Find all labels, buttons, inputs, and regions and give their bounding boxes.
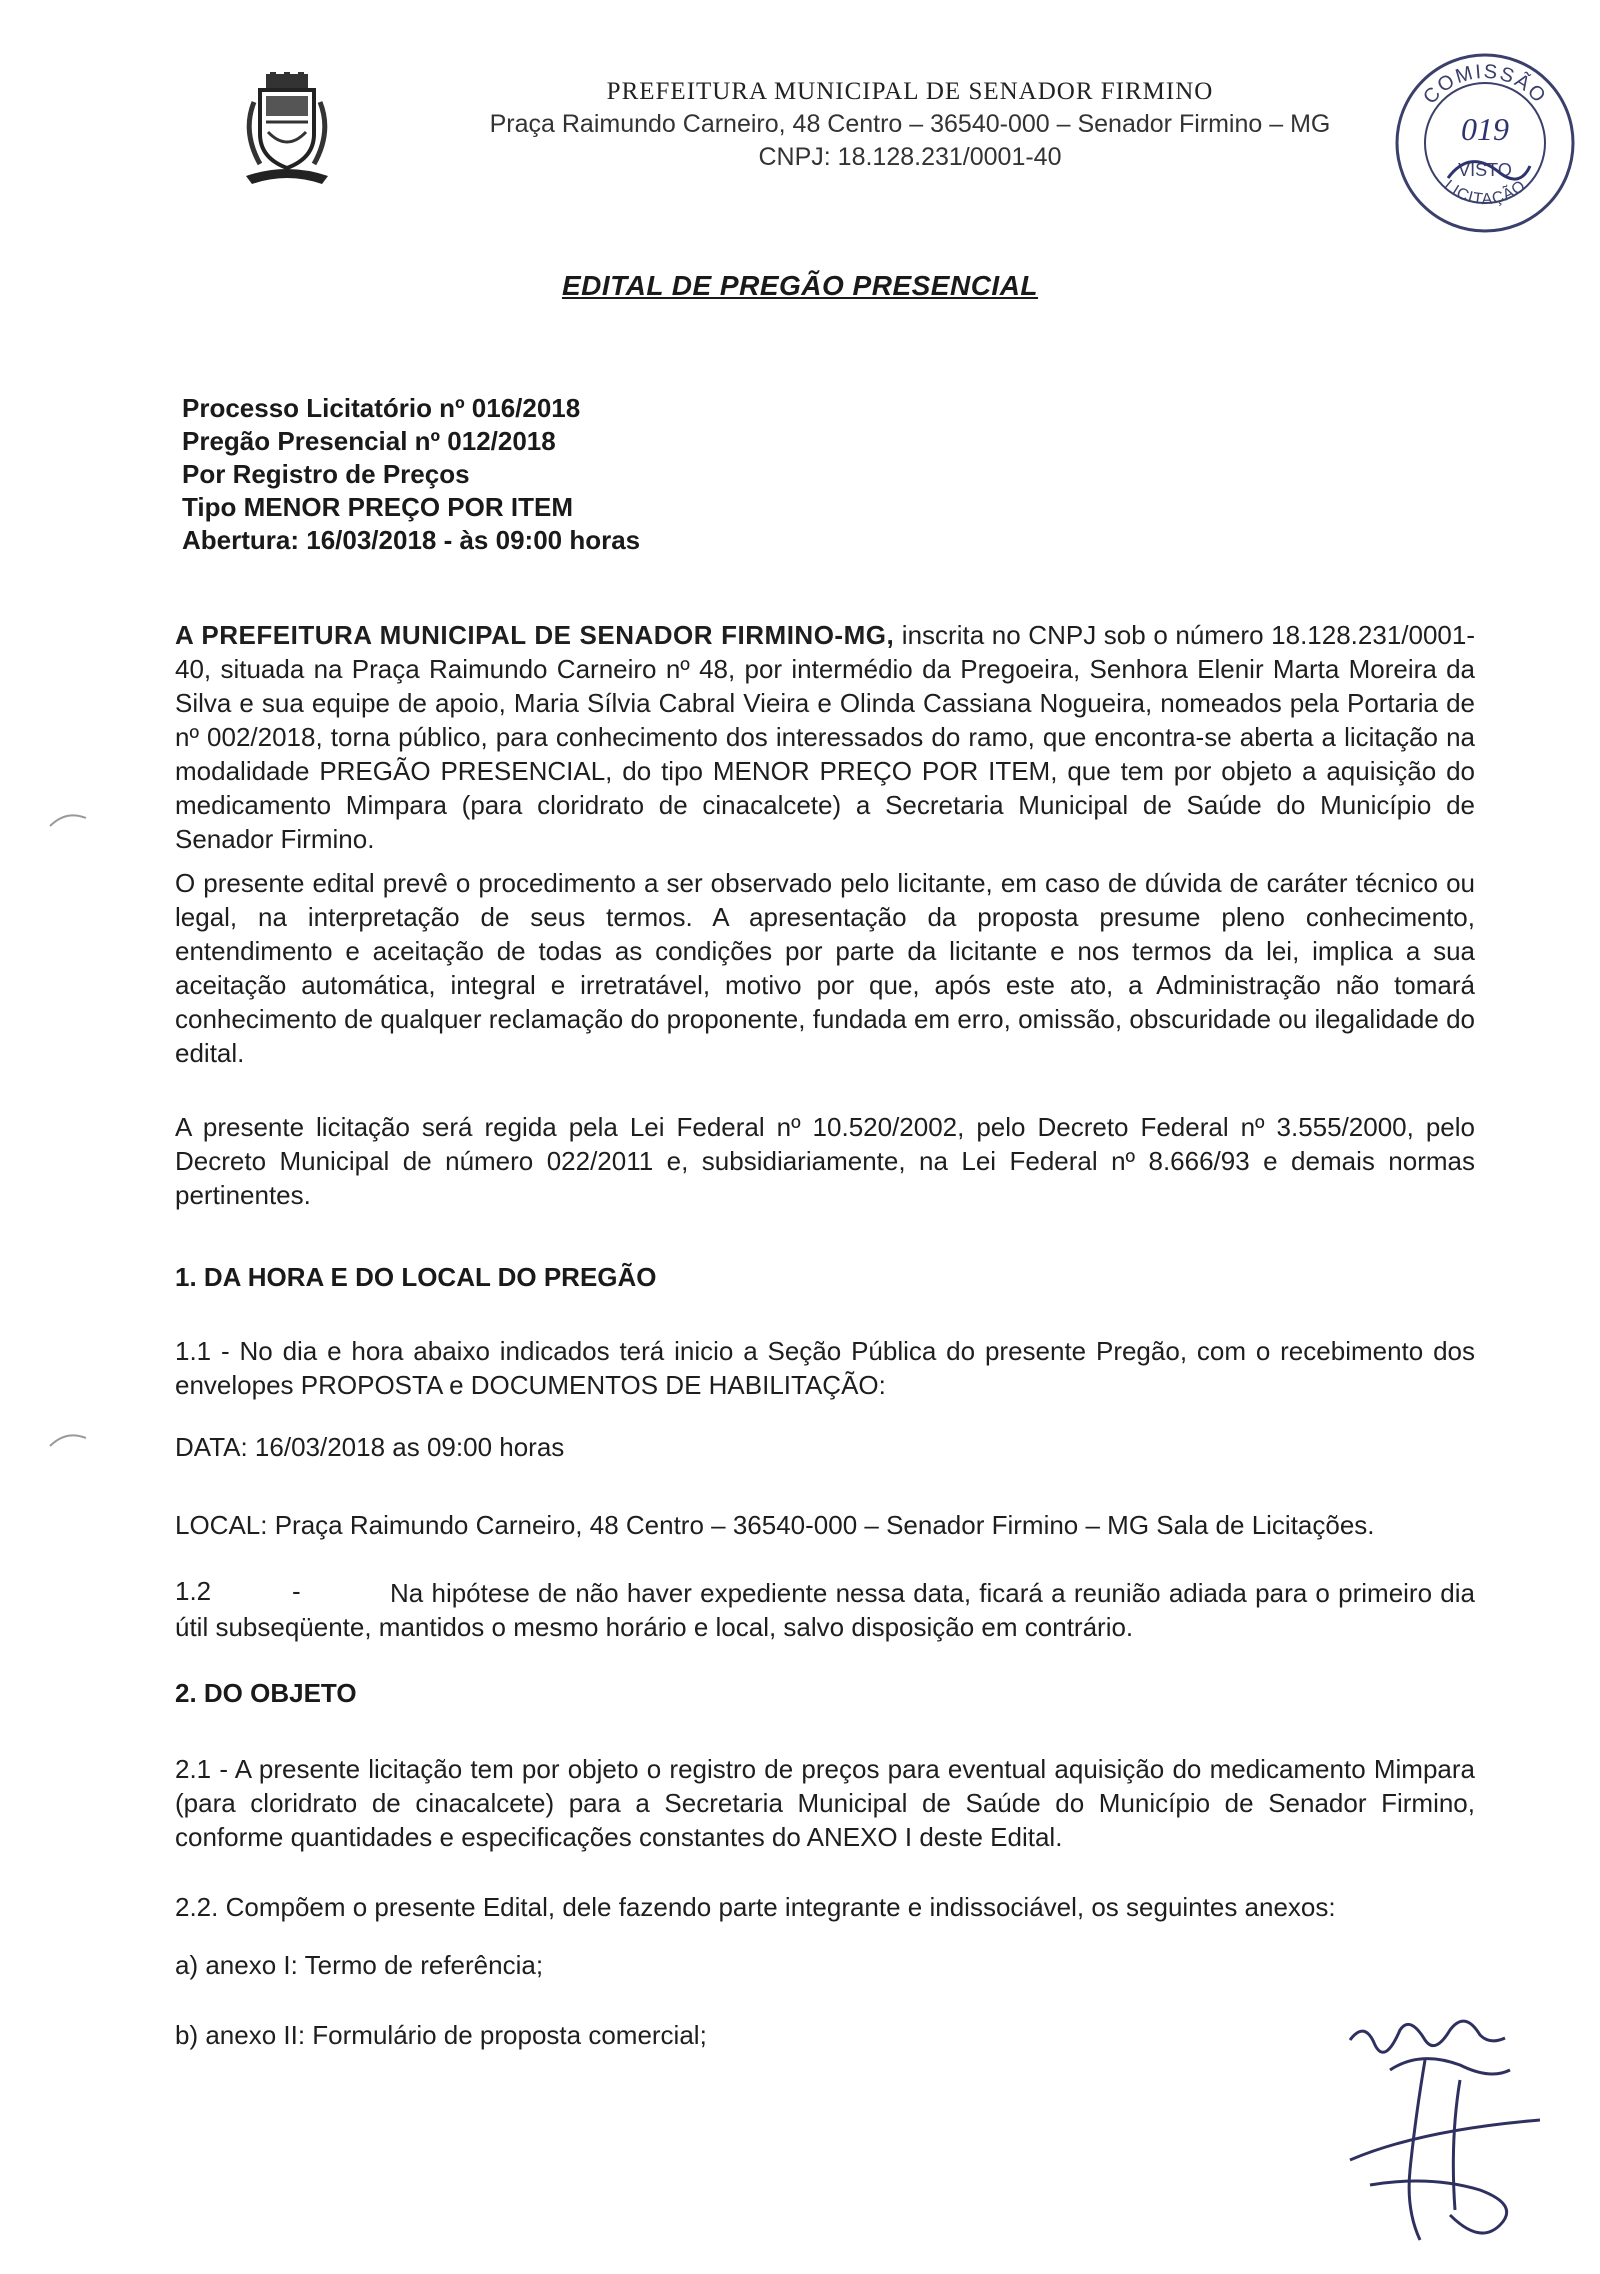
annex-a: a) anexo I: Termo de referência; (175, 1950, 544, 1980)
municipality-name: PREFEITURA MUNICIPAL DE SENADOR FIRMINO (606, 78, 1214, 105)
price-registry: Por Registro de Preços (182, 459, 470, 489)
item-2-2: 2.2. Compõem o presente Edital, dele fazendo parte integrante e indissociável, os seguintes anexos: (175, 1892, 1336, 1922)
paragraph-procedure: O presente edital prevê o procedimento a ser observado pelo licitante, em caso de dúvida de caráter técnico ou legal, na interpretação de seus termos. A apresentação da proposta presume pleno conhecimento, entendimento e aceitação de todas as condições por parte da licitante e nos termos da lei, implica a sua aceitação automática, integral e irretratável, motivo por que, após este ato, a Administração não tomará conhecimento de qualquer reclamação do proponente, fundada em erro, omissão, obscuridade ou ilegalidade do edital. (175, 868, 1475, 1068)
municipality-cnpj: CNPJ: 18.128.231/0001-40 (758, 143, 1062, 171)
pregao-number: Pregão Presencial nº 012/2018 (182, 426, 556, 456)
item-2-1: 2.1 - A presente licitação tem por objeto o registro de preços para eventual aquisição do medicamento Mimpara (para cloridrato de cinacalcete) para a Secretaria Municipal de Saúde do Município de Senador Firmino, conforme quantidades e especificações constantes do ANEXO I deste Edital. (175, 1754, 1475, 1852)
commission-stamp (1390, 48, 1580, 238)
svg-text:LICITAÇÃO (1441, 177, 1530, 208)
letterhead (420, 78, 1400, 172)
session-location: LOCAL: Praça Raimundo Carneiro, 48 Centro – 36540-000 – Senador Firmino – MG Sala de Licitações. (175, 1510, 1375, 1540)
opening-date: Abertura: 16/03/2018 - às 09:00 horas (182, 525, 641, 555)
intro-lead: A PREFEITURA MUNICIPAL DE SENADOR FIRMINO-MG, (175, 620, 895, 650)
annex-b: b) anexo II: Formulário de proposta comercial; (175, 2020, 707, 2050)
scan-mark (48, 808, 88, 828)
item-1-2: Na hipótese de não haver expediente nessa data, ficará a reunião adiada para o primeiro dia útil subseqüente, mantidos o mesmo horário e local, salvo disposição em contrário. (175, 1578, 1475, 1642)
item-1-2-dash: - (292, 1576, 301, 1606)
coat-of-arms-icon (238, 72, 336, 190)
section-1-title: 1. DA HORA E DO LOCAL DO PREGÃO (175, 1262, 657, 1292)
intro-paragraph (175, 618, 1475, 856)
stamp-bottom-text: LICITAÇÃO (1440, 177, 1530, 209)
item-1-1: 1.1 - No dia e hora abaixo indicados terá inicio a Seção Pública do presente Pregão, com o recebimento dos envelopes PROPOSTA e DOCUMENTOS DE HABILITAÇÃO: (175, 1336, 1475, 1400)
process-info (182, 392, 640, 557)
bid-type: Tipo MENOR PREÇO POR ITEM (182, 492, 573, 522)
scan-mark (48, 1428, 88, 1448)
session-date: DATA: 16/03/2018 as 09:00 horas (175, 1432, 565, 1462)
stamp-page-number: 019 (1461, 111, 1509, 147)
municipality-address: Praça Raimundo Carneiro, 48 Centro – 36540-000 – Senador Firmino – MG (489, 110, 1331, 138)
item-1-2-number: 1.2 (175, 1576, 212, 1606)
paragraph-legislation: A presente licitação será regida pela Lei Federal nº 10.520/2002, pelo Decreto Federal nº 3.555/2000, pelo Decreto Municipal de número 022/2011 e, subsidiariamente, na Lei Federal nº 8.666/93 e demais normas pertinentes. (175, 1112, 1475, 1210)
section-2-title: 2. DO OBJETO (175, 1678, 357, 1708)
signature-rubric (1330, 2010, 1560, 2250)
process-number: Processo Licitatório nº 016/2018 (182, 393, 581, 423)
stamp-top-text: COMISSÃO (1419, 60, 1551, 109)
intro-text: inscrita no CNPJ sob o número 18.128.231/0001-40, situada na Praça Raimundo Carneiro nº 48, por intermédio da Pregoeira, Senhora Elenir Marta Moreira da Silva e sua equipe de apoio, Maria Sílvia Cabral Vieira e Olinda Cassiana Nogueira, nomeados pela Portaria de nº 002/2018, torna público, para conhecimento dos interessados do ramo, que encontra-se aberta a licitação na modalidade PREGÃO PRESENCIAL, do tipo MENOR PREÇO POR ITEM, que tem por objeto a aquisição do medicamento Mimpara (para cloridrato de cinacalcete) a Secretaria Municipal de Saúde do Município de Senador Firmino. (175, 620, 1476, 854)
stamp-label: VISTO (1458, 160, 1512, 180)
document-title: EDITAL DE PREGÃO PRESENCIAL (561, 270, 1039, 301)
